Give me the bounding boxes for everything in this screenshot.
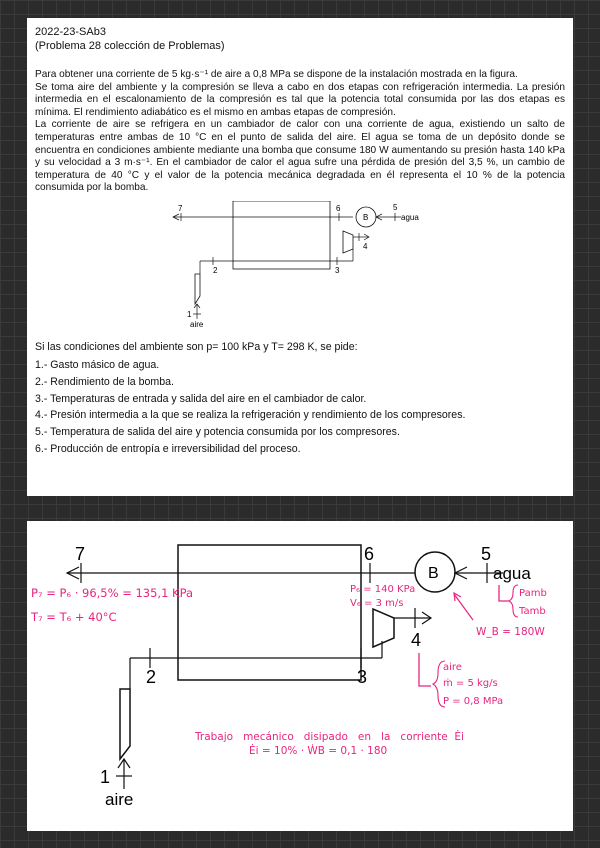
- label-7: 7: [75, 544, 86, 564]
- label-2: 2: [146, 667, 157, 687]
- note-t5: Tamb: [519, 606, 546, 617]
- brace-pump-inlet: [509, 585, 518, 617]
- compressor-1-icon: [120, 689, 130, 759]
- question-item: 2.- Rendimiento de la bomba.: [35, 375, 174, 388]
- label-4: 4: [411, 630, 422, 650]
- annotated-diagram-page: [27, 521, 573, 831]
- problem-page: [27, 18, 573, 496]
- note-air: aire: [443, 662, 462, 673]
- note-work: Trabajo mecánico disipado en la corriente Ėi: [195, 731, 464, 743]
- note-p6: P₆ = 140 KPa: [350, 584, 416, 595]
- label-4: 4: [363, 241, 368, 251]
- bracket-air-outlet: [419, 653, 431, 686]
- statement-paragraph-3: La corriente de aire se refrigera en un cambiador de calor con una corriente de agua, existiendo un salto de temperaturas entre ambas de 10 °C en el punto de salida del aire. El agua se toma de un depósito donde se encuentra en condiciones ambiente mediante una bomba que consume 180 W aumentando su presión hasta 140 kPa y su velocidad a 3 m·s⁻¹. En el cambiador de calor el agua sufre una pérdida de presión del 3,5 %, un cambio de temperatura de 40 °C y el valor de la potencia mecánica degradada en él representa el 10 % de la potencia consumida por la bomba.: [35, 119, 565, 194]
- label-1: 1: [100, 767, 111, 787]
- label-5: 5: [481, 544, 492, 564]
- note-air-flow: ṁ = 5 kg/s: [443, 678, 498, 689]
- pointer-wb: [454, 594, 473, 620]
- note-air-pressure: P = 0,8 MPa: [443, 696, 504, 707]
- pump-label: B: [428, 565, 439, 582]
- statement-paragraph-1: Para obtener una corriente de 5 kg·s⁻¹ de aire a 0,8 MPa se dispone de la instalación mostrada en la figura.: [35, 69, 518, 80]
- note-v6: V₆ = 3 m/s: [350, 598, 404, 609]
- label-3: 3: [357, 667, 368, 687]
- note-work-formula: Ėi = 10% · ẆB = 0,1 · 180: [249, 745, 388, 757]
- questions-list: [35, 357, 565, 458]
- question-item: 1.- Gasto másico de agua.: [35, 358, 160, 371]
- problem-reference: (Problema 28 colección de Problemas): [35, 40, 225, 52]
- label-6: 6: [336, 203, 341, 213]
- heat-exchanger: [233, 201, 330, 269]
- label-6: 6: [364, 544, 375, 564]
- air-label: aire: [190, 319, 204, 329]
- question-item: 3.- Temperaturas de entrada y salida del aire en el cambiador de calor.: [35, 392, 367, 405]
- label-3: 3: [335, 265, 340, 275]
- compressor-2-icon: [343, 231, 353, 253]
- label-5: 5: [393, 202, 398, 212]
- bracket-pump-inlet: [499, 585, 509, 601]
- air-label: aire: [105, 790, 134, 809]
- question-item: 6.- Producción de entropía e irreversibilidad del proceso.: [35, 442, 301, 455]
- questions-intro: Si las condiciones del ambiente son p= 100 kPa y T= 298 K, se pide:: [35, 340, 358, 353]
- pump-label: B: [363, 212, 369, 222]
- water-label: agua: [401, 212, 419, 222]
- annotated-diagram: [27, 521, 573, 831]
- statement-paragraph-2: Se toma aire del ambiente y la compresión se lleva a cabo en dos etapas con refrigeración intermedia. La presión intermedia en el escalonamiento de la compresión es tal que la potencia total consumida por las dos etapas es mínima. El rendimiento adiabático es el mismo en ambas etapas de compresión.: [35, 81, 565, 118]
- note-p7: P₇ = P₆ · 96,5% = 135,1 KPa: [31, 586, 194, 600]
- problem-code: 2022-23-SAb3: [35, 26, 106, 38]
- water-label: agua: [493, 564, 531, 583]
- compressor-2-icon: [373, 609, 394, 647]
- note-t7: T₇ = T₆ + 40°C: [31, 610, 117, 624]
- label-1: 1: [187, 309, 192, 319]
- question-item: 5.- Temperatura de salida del aire y potencia consumida por los compresores.: [35, 426, 400, 439]
- label-2: 2: [213, 265, 218, 275]
- question-item: 4.- Presión intermedia a la que se realiza la refrigeración y rendimiento de los compresores.: [35, 409, 466, 422]
- heat-exchanger: [178, 545, 361, 680]
- installation-diagram: [35, 201, 565, 331]
- label-7: 7: [178, 203, 183, 213]
- compressor-1-icon: [195, 274, 200, 304]
- note-p5: Pamb: [519, 588, 547, 599]
- note-wb: W_B = 180W: [476, 626, 545, 638]
